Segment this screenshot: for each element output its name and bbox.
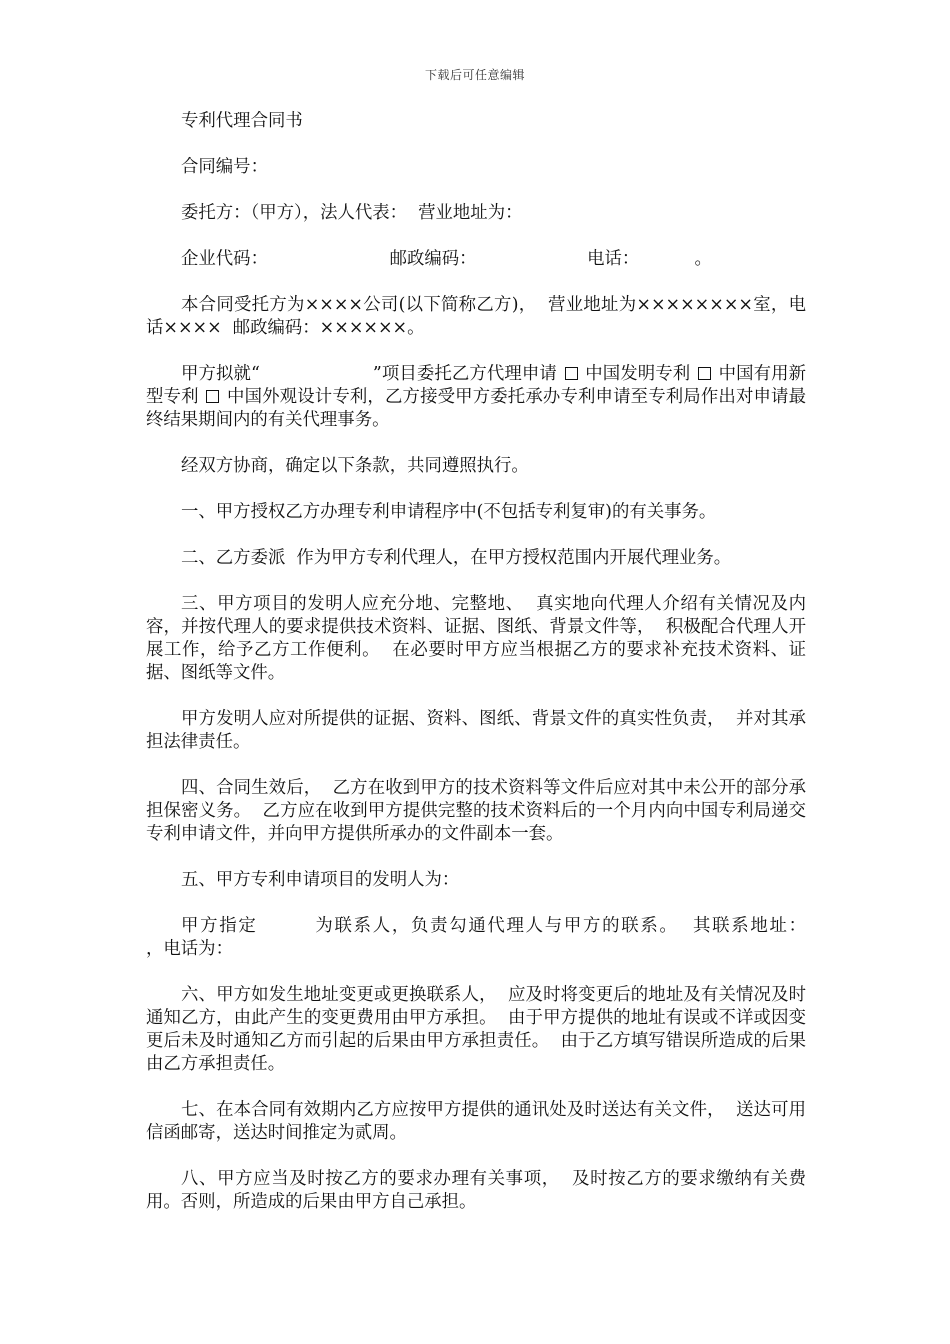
clause-6: 六、甲方如发生地址变更或更换联系人， 应及时将变更后的地址及有关情况及时通知乙方，由此产生的变更费用由甲方承担。 由于甲方提供的地址有误或不详或因变更后未及时通知乙方而引起的后果由甲方承担责任。 由于乙方填写错误所造成的后果由乙方承担责任。 (146, 985, 806, 1074)
clause-5-contact: 甲方指定 为联系人，负责勾通代理人与甲方的联系。 其联系地址： ，电话为： (146, 916, 917, 959)
clause-3: 三、甲方项目的发明人应充分地、完整地、 真实地向代理人介绍有关情况及内容，并按代理人的要求提供技术资料、证据、图纸、背景文件等， 积极配合代理人开展工作，给予乙方工作便利。 在必要时甲方应当根据乙方的要求补充技术资料、证据、图纸等文件。 (146, 594, 806, 683)
commission-paragraph (146, 363, 806, 432)
document-body (146, 110, 917, 1237)
checkbox-design-patent-icon (206, 390, 219, 403)
agreement-line: 经双方协商，确定以下条款，共同遵照执行。 (181, 456, 529, 476)
clause-3-responsibility: 甲方发明人应对所提供的证据、资料、图纸、背景文件的真实性负责， 并对其承担法律责任。 (146, 709, 806, 752)
clause-8: 八、甲方应当及时按乙方的要求办理有关事项， 及时按乙方的要求缴纳有关费用。否则，所造成的后果由甲方自己承担。 (146, 1169, 806, 1212)
checkbox-invention-icon (565, 367, 578, 380)
commission-text: 甲方拟就“ ”项目委托乙方代理申请 (181, 364, 557, 384)
clause-1: 一、甲方授权乙方办理专利申请程序中(不包括专利复审)的有关事务。 (181, 502, 717, 522)
page-header-note: 下载后可任意编辑 (424, 68, 525, 82)
clause-7: 七、在本合同有效期内乙方应按甲方提供的通讯处及时送达有关文件， 送达可用信函邮寄，送达时间推定为贰周。 (146, 1100, 806, 1143)
contract-number-line: 合同编号： (181, 157, 268, 177)
clause-2: 二、乙方委派 作为甲方专利代理人，在甲方授权范围内开展代理业务。 (181, 548, 732, 568)
option-design-patent: 中国外观设计专利，乙方接受甲方委托承办专利申请至专利局作出对申请最终结果期间内的有关代理事务。 (146, 387, 806, 430)
client-line: 委托方：（甲方），法人代表： 营业地址为： (181, 203, 523, 223)
option-utility-model: 中国有用新型专利 (146, 364, 807, 407)
checkbox-utility-model-icon (698, 367, 711, 380)
option-invention-patent: 中国发明专利 (585, 364, 691, 384)
document-title: 专利代理合同书 (181, 111, 303, 131)
clause-5: 五、甲方专利申请项目的发明人为： (181, 870, 460, 890)
codes-line: 企业代码： 邮政编码： 电话： 。 (181, 249, 712, 269)
clause-4: 四、合同生效后， 乙方在收到甲方的技术资料等文件后应对其中未公开的部分承担保密义务。 乙方应在收到甲方提供完整的技术资料后的一个月内向中国专利局递交专利申请文件，并向甲方提供所承办的文件副本一套。 (146, 778, 806, 844)
agent-paragraph: 本合同受托方为××××公司(以下简称乙方)， 营业地址为××××××××室，电话×××× 邮政编码：××××××。 (146, 295, 806, 338)
